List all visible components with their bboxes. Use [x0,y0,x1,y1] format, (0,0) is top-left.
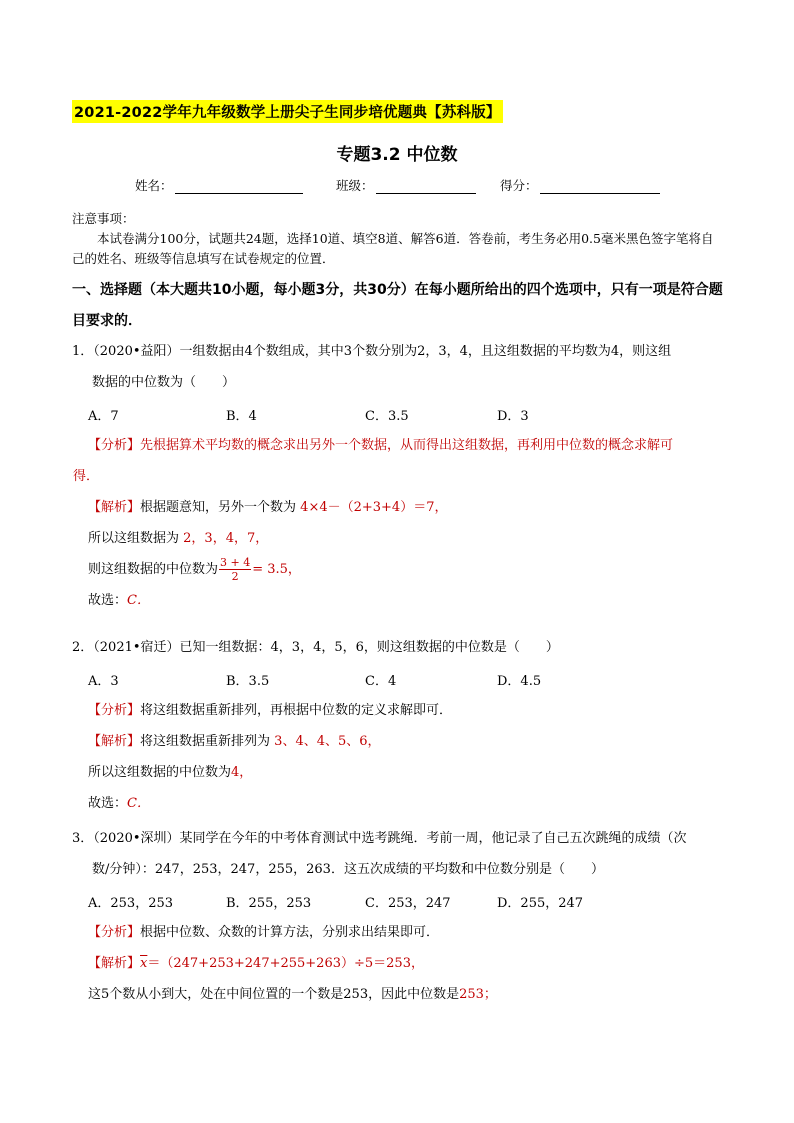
solution-tag: 【解析】 [88,956,141,971]
question-1-stem-line1: 1．（2020•益阳）一组数据由4个数组成，其中3个数分别为2，3，4，且这组数据的平均数为4，则这组 [72,344,672,359]
line3-post: = 3.5， [252,562,301,577]
option-c[interactable]: C．4 [365,674,397,689]
line2-pre: 所以这组数据为 [88,531,180,546]
analysis-cont: 得． [73,469,100,484]
fraction-denominator: 2 [231,570,239,583]
question-2-stem [72,632,724,663]
header-banner: 2021-2022学年九年级数学上册尖子生同步培优题典【苏科版】 [72,100,503,123]
line2-pre: 所以这组数据的中位数为 [88,765,232,780]
option-a[interactable]: A．253，253 [88,896,174,911]
notice-body: 本试卷满分100分，试题共24题，选择10道、填空8道、解答6道．答卷前，考生务必用0.5毫米黑色签字笔将自己的姓名、班级等信息填写在试卷规定的位置． [72,231,714,266]
mean-symbol: $\overline{x}$ [140,956,148,971]
question-3-answer [88,917,728,1010]
question-3-stem [72,823,724,885]
question-1-stem [72,336,724,398]
solution-line [88,492,728,523]
option-d[interactable]: D．4.5 [497,674,542,689]
question-3-stem-line1: 3．（2020•深圳）某同学在今年的中考体育测试中选考跳绳．考前一周，他记录了自己五次跳绳的成绩（次 [72,831,687,846]
choose-answer: C． [127,593,150,608]
line3-pre: 则这组数据的中位数为 [88,562,219,577]
analysis-tag: 【分析】 [88,703,141,718]
option-d[interactable]: D．3 [497,409,529,424]
analysis-tag: 【分析】 [88,925,141,940]
question-1-answer [73,430,728,616]
option-a[interactable]: A．3 [88,674,119,689]
line2-expr: 253； [459,987,497,1002]
question-3-stem-line2: 数/分钟）：247，253，247，255，263．这五次成绩的平均数和中位数分别是（ ） [92,862,604,877]
analysis-text: 先根据算术平均数的概念求出另外一个数据，从而得出这组数据，再利用中位数的概念求解可 [140,438,674,453]
choose-line [88,585,728,616]
section-heading: 一、选择题（本大题共10小题，每小题3分，共30分）在每小题所给出的四个选项中，只有一项是符合题目要求的． [72,282,723,329]
name-blank[interactable] [175,179,303,194]
solution-text: 将这组数据重新排列为 [140,734,271,749]
solution-line-2 [88,979,728,1010]
analysis-line [88,430,728,461]
analysis-text: 将这组数据重新排列，再根据中位数的定义求解即可． [140,703,453,718]
class-label: 班级： [336,178,374,193]
analysis-line [88,917,728,948]
choose-pre: 故选： [88,796,128,811]
option-c[interactable]: C．3.5 [365,409,409,424]
question-2-answer [88,695,728,819]
question-1-stem-line2: 数据的中位数为（ ） [92,375,236,390]
solution-text: 根据题意知，另外一个数为 [140,500,297,515]
solution-line-3 [88,554,728,585]
fraction-numerator: 3 + 4 [220,556,251,569]
solution-line [88,726,728,757]
page-title: 专题3.2 中位数 [336,145,458,165]
class-blank[interactable] [376,179,476,194]
choose-line [88,788,728,819]
notice-heading: 注意事项： [72,211,135,226]
score-field[interactable] [500,176,660,194]
solution-expr: 3、4、4、5、6， [274,734,381,749]
choose-pre: 故选： [88,593,128,608]
analysis-line [88,695,728,726]
median-fraction [219,556,251,583]
analysis-tag: 【分析】 [88,438,141,453]
option-b[interactable]: B．255，253 [226,896,312,911]
score-label: 得分： [500,178,538,193]
option-c[interactable]: C．253，247 [365,896,451,911]
analysis-text: 根据中位数、众数的计算方法，分别求出结果即可． [140,925,440,940]
question-2-stem-line1: 2．（2021•宿迁）已知一组数据：4，3，4，5，6，则这组数据的中位数是（ ） [72,640,559,655]
name-label: 姓名： [135,178,173,193]
name-field[interactable] [135,176,303,194]
solution-line-2 [88,523,728,554]
line2-expr: 2，3，4，7， [183,531,269,546]
option-a[interactable]: A．7 [88,409,119,424]
solution-line-2 [88,757,728,788]
choose-answer: C． [127,796,150,811]
solution-tag: 【解析】 [88,500,141,515]
option-d[interactable]: D．255，247 [497,896,584,911]
option-b[interactable]: B．4 [226,409,257,424]
score-blank[interactable] [540,179,660,194]
solution-expr: ＝（247+253+247+255+263）÷5＝253， [147,956,424,971]
line2-pre: 这5个数从小到大，处在中间位置的一个数是253，因此中位数是 [88,987,460,1002]
line2-expr: 4， [231,765,253,780]
solution-expr: 4×4－（2+3+4）＝7， [300,500,448,515]
solution-line [88,948,728,979]
option-b[interactable]: B．3.5 [226,674,270,689]
solution-tag: 【解析】 [88,734,141,749]
class-field[interactable] [336,176,476,194]
